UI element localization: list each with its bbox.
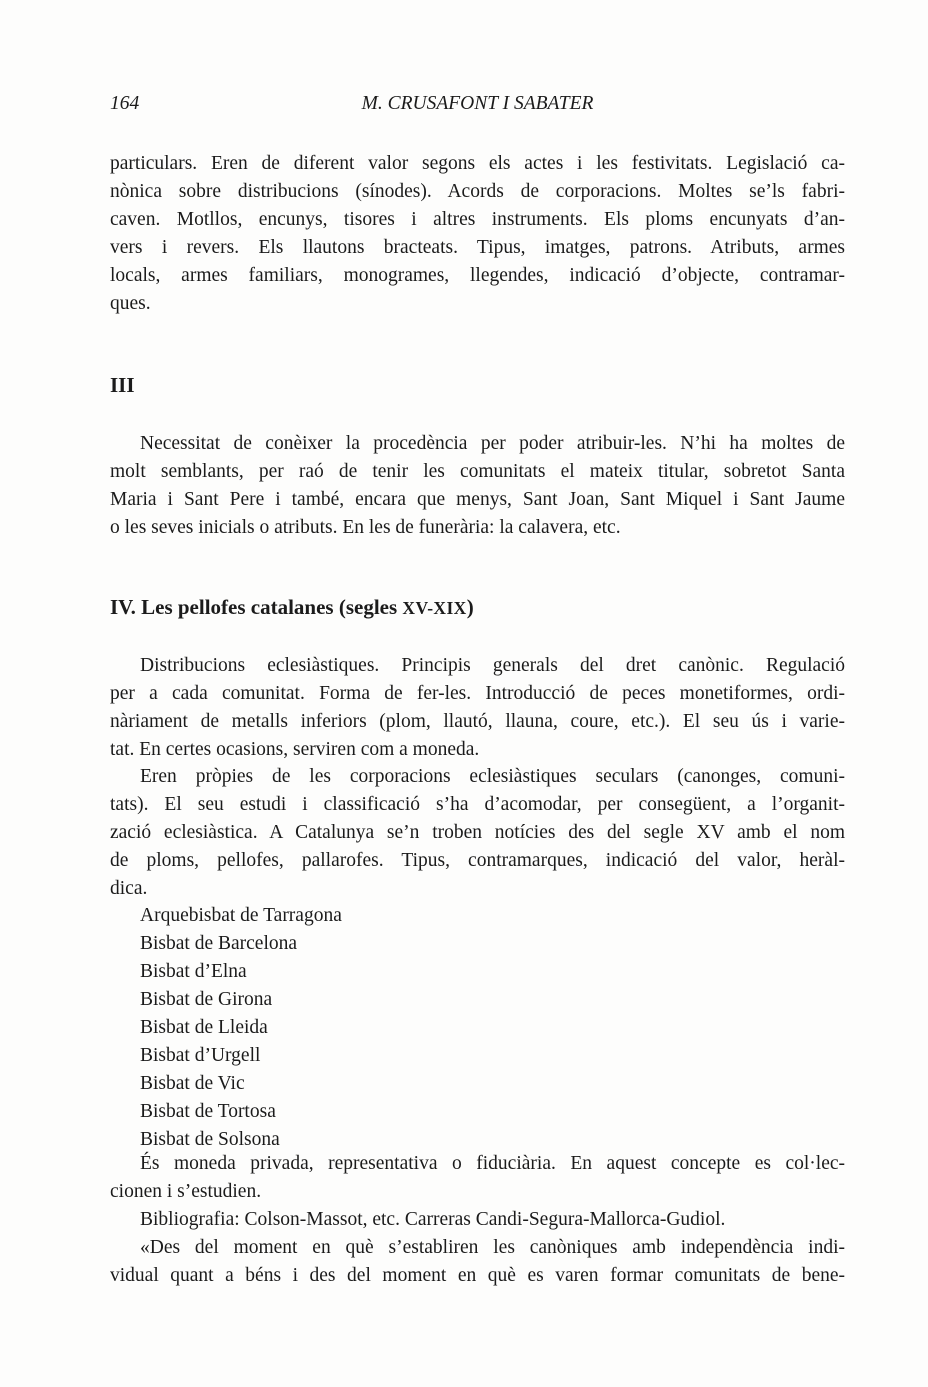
section-heading-iii: III (110, 373, 135, 397)
text-line: Maria i Sant Pere i també, encara que menys, Sant Joan, Sant Miquel i Sant Jaume (110, 489, 845, 510)
list-item: Bisbat de Girona (140, 989, 273, 1010)
section-heading-iv (110, 594, 845, 621)
text-line: tat. En certes ocasions, serviren com a moneda. (110, 739, 480, 760)
list-item: Bisbat de Vic (140, 1073, 245, 1094)
running-title: M. CRUSAFONT I SABATER (361, 93, 594, 114)
text-line: tats). El seu estudi i classificació s’ha d’acomodar, per consegüent, a l’organit- (110, 794, 845, 815)
text-line: molt semblants, per raó de tenir les comunitats el mateix titular, sobretot Santa (110, 461, 845, 482)
section-heading-iv-era: XV-XIX (402, 598, 467, 618)
text-line: Bibliografia: Colson-Massot, etc. Carreras Candi-Segura-Mallorca-Gudiol. (140, 1209, 726, 1230)
text-line: particulars. Eren de diferent valor segons els actes i les festivitats. Legislació ca- (110, 153, 845, 174)
text-line: vidual quant a béns i des del moment en què es varen formar comunitats de bene- (110, 1265, 845, 1286)
text-line: nònica sobre distribucions (sínodes). Acords de corporacions. Moltes se’ls fabri- (110, 181, 845, 202)
list-item: Bisbat de Solsona (140, 1129, 280, 1150)
text-line: o les seves inicials o atributs. En les de funerària: la calavera, etc. (110, 517, 621, 538)
paragraph-distribucions (110, 652, 845, 764)
text-line: locals, armes familiars, monogrames, llegendes, indicació d’objecte, contramar- (110, 265, 845, 286)
section-heading-iv-text: IV. Les pellofes catalanes (segles (110, 595, 403, 619)
text-line: Distribucions eclesiàstiques. Principis generals del dret canònic. Regulació (140, 655, 845, 676)
list-item: Bisbat de Lleida (140, 1017, 268, 1038)
text-line: caven. Motllos, encunys, tisores i altres instruments. Els ploms encunyats d’an- (110, 209, 845, 230)
text-line: És moneda privada, representativa o fiduciària. En aquest concepte es col·lec- (140, 1153, 845, 1174)
text-line: de ploms, pellofes, pallarofes. Tipus, contramarques, indicació del valor, heràl- (110, 850, 845, 871)
paragraph-continuation (110, 150, 845, 318)
diocese-list (110, 902, 845, 1154)
running-header (110, 90, 845, 118)
text-line: vers i revers. Els llautons bracteats. Tipus, imatges, patrons. Atributs, armes (110, 237, 845, 258)
paragraph-section-iii (110, 430, 845, 542)
text-line: cionen i s’estudien. (110, 1181, 262, 1202)
paragraph-moneda-privada (110, 1150, 845, 1206)
paragraph-quote (110, 1234, 845, 1290)
text-line: Eren pròpies de les corporacions eclesiàstiques seculars (canonges, comuni- (140, 766, 845, 787)
list-item: Bisbat d’Elna (140, 961, 247, 982)
list-item: Bisbat de Barcelona (140, 933, 298, 954)
text-line: nàriament de metalls inferiors (plom, llautó, llauna, coure, etc.). El seu ús i varie- (110, 711, 845, 732)
paragraph-corporacions (110, 763, 845, 903)
section-heading-iv-close: ) (466, 595, 474, 619)
list-item: Arquebisbat de Tarragona (140, 905, 342, 926)
text-line: dica. (110, 878, 148, 899)
text-line: «Des del moment en què s’establiren les canòniques amb independència indi- (140, 1237, 845, 1258)
text-line: per a cada comunitat. Forma de fer-les. Introducció de peces monetiformes, ordi- (110, 683, 845, 704)
text-line: Necessitat de conèixer la procedència per poder atribuir-les. N’hi ha moltes de (140, 433, 845, 454)
paragraph-bibliografia (110, 1206, 845, 1234)
text-line: ques. (110, 293, 151, 314)
list-item: Bisbat de Tortosa (140, 1101, 276, 1122)
text-line: zació eclesiàstica. A Catalunya se’n troben notícies des del segle XV amb el nom (110, 822, 845, 843)
list-item: Bisbat d’Urgell (140, 1045, 261, 1066)
page-number: 164 (110, 93, 140, 114)
